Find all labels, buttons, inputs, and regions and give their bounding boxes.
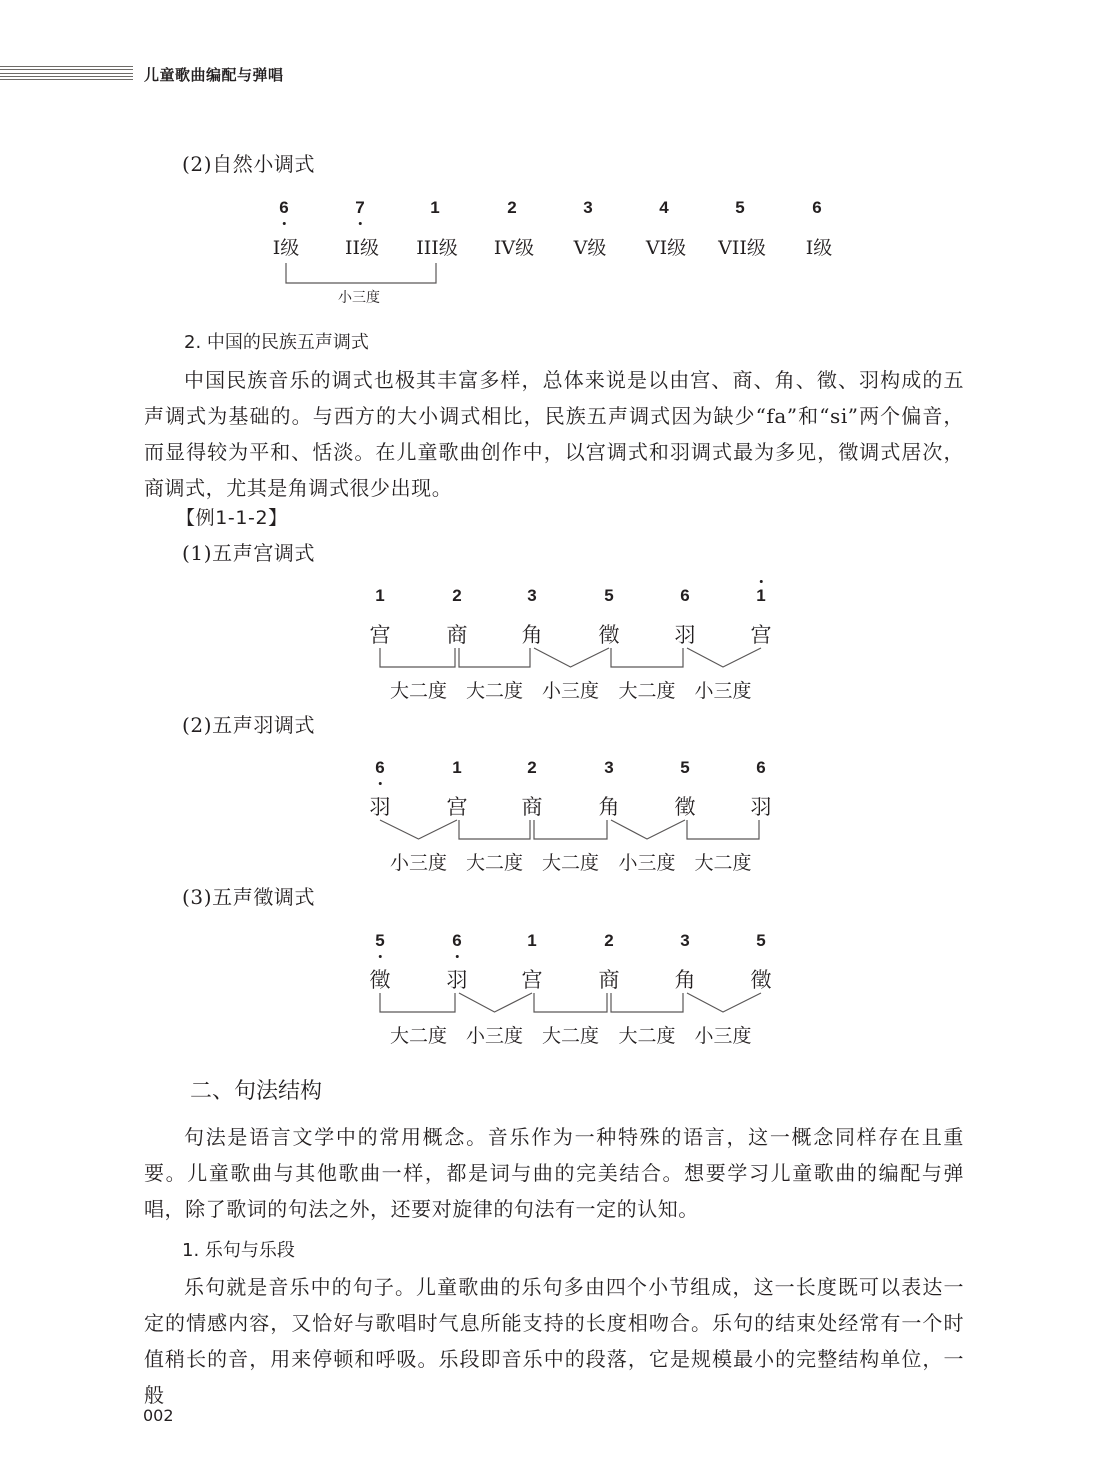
interval-label: 小三度 [694, 1025, 752, 1047]
interval-label: 小三度 [541, 680, 600, 702]
note-digit: 3 [583, 198, 593, 217]
note-digit: 1 [452, 758, 462, 777]
natural-minor-subtitle: (2)自然小调式 [182, 152, 316, 176]
note-digit: 5 [756, 931, 766, 950]
note-digit: 1 [430, 198, 440, 217]
major-second-bracket [611, 993, 683, 1012]
tone-name: 羽 [369, 795, 391, 819]
note-digit: 6 [812, 198, 822, 217]
scale-degree-label: VI级 [645, 237, 687, 259]
major-second-bracket [611, 648, 683, 667]
note-digit: 2 [604, 931, 614, 950]
section-heading-pentatonic: 2. 中国的民族五声调式 [184, 332, 369, 353]
phrase-paragraph-text: 乐句就是音乐中的句子。儿童歌曲的乐句多由四个小节组成，这一长度既可以表达一定的情感内容，又恰好与歌唱时气息所能支持的长度相吻合。乐句的结束处经常有一个时值稍长的音，用来停顿和呼吸。乐段即音乐中的段落，它是规模最小的完整结构单位，一般 [144, 1275, 964, 1407]
running-header-title: 儿童歌曲编配与弹唱 [144, 66, 284, 84]
tone-name: 商 [446, 623, 468, 647]
tone-name: 角 [521, 623, 543, 647]
interval-label: 大二度 [541, 1025, 600, 1047]
note-digit: 2 [527, 758, 537, 777]
note-digit: 5 [375, 931, 385, 950]
minor-third-vee [687, 648, 761, 667]
scale-degree-label: II级 [344, 237, 380, 259]
interval-label: 大二度 [694, 852, 752, 874]
minor-third-vee [459, 993, 532, 1012]
syntax-paragraph [144, 1119, 964, 1227]
example-label: 【例1-1-2】 [176, 507, 288, 529]
minor-third-vee [611, 820, 685, 839]
interval-label: 大二度 [618, 680, 676, 702]
minor-third-vee [687, 993, 761, 1012]
note-digit: 3 [604, 758, 614, 777]
scale-degree-label: V级 [573, 237, 607, 259]
tone-name: 角 [674, 968, 696, 992]
note-digit: 1 [527, 931, 537, 950]
tone-name: 宫 [369, 623, 391, 647]
note-digit: 2 [452, 586, 462, 605]
interval-label: 小三度 [389, 852, 448, 874]
interval-label: 大二度 [389, 680, 448, 702]
interval-label: 小三度 [694, 680, 752, 702]
syntax-paragraph-text: 句法是语言文学中的常用概念。音乐作为一种特殊的语言，这一概念同样存在且重要。儿童歌曲与其他歌曲一样，都是词与曲的完美结合。想要学习儿童歌曲的编配与弹唱，除了歌词的句法之外，还要对旋律的句法有一定的认知。 [144, 1125, 964, 1221]
tone-name: 宫 [446, 795, 468, 819]
tone-name: 商 [598, 968, 620, 992]
major-second-bracket [380, 648, 455, 667]
interval-label: 大二度 [618, 1025, 676, 1047]
note-digit: 5 [680, 758, 690, 777]
minor-third-vee [380, 820, 457, 839]
note-digit: 6 [756, 758, 766, 777]
note-digit: 2 [507, 198, 517, 217]
minor-third-vee [534, 648, 609, 667]
major-second-bracket [380, 993, 455, 1012]
subsection-heading-phrase: 1. 乐句与乐段 [182, 1240, 295, 1261]
tone-name: 羽 [674, 623, 696, 647]
gong-mode-subtitle: (1)五声宫调式 [182, 541, 316, 565]
pentatonic-paragraph-text: 中国民族音乐的调式也极其丰富多样，总体来说是以由宫、商、角、徵、羽构成的五声调式为基础的。与西方的大小调式相比，民族五声调式因为缺少“fa”和“si”两个偏音，而显得较为平和、恬淡。在儿童歌曲创作中，以宫调式和羽调式最为多见，徵调式居次，商调式，尤其是角调式很少出现。 [144, 368, 964, 500]
major-second-bracket [459, 648, 530, 667]
note-digit: 5 [604, 586, 614, 605]
major-second-bracket [459, 820, 530, 839]
tone-name: 徵 [369, 968, 391, 992]
scale-degree-label: IV级 [493, 237, 535, 259]
scale-degree-label: III级 [416, 237, 458, 259]
note-digit: 5 [735, 198, 745, 217]
interval-label: 大二度 [465, 852, 524, 874]
interval-label: 大二度 [541, 852, 600, 874]
major-second-bracket [534, 820, 607, 839]
note-digit: 6 [680, 586, 690, 605]
tone-name: 宫 [750, 623, 772, 647]
interval-label: 大二度 [389, 1025, 448, 1047]
note-digit: 6 [375, 758, 385, 777]
scale-degree-label: I级 [272, 237, 300, 259]
yu-mode-subtitle: (2)五声羽调式 [182, 713, 316, 737]
tone-name: 商 [521, 795, 543, 819]
tone-name: 徵 [598, 623, 620, 647]
minor-third-bracket [286, 263, 436, 283]
tone-name: 徵 [750, 968, 772, 992]
interval-label: 小三度 [465, 1025, 524, 1047]
note-digit: 1 [375, 586, 385, 605]
note-digit: 6 [279, 198, 289, 217]
interval-label: 大二度 [465, 680, 524, 702]
interval-label: 小三度 [618, 852, 676, 874]
tone-name: 徵 [674, 795, 696, 819]
scale-degree-label: VII级 [718, 237, 766, 259]
note-digit: 1 [756, 586, 766, 605]
zhi-mode-subtitle: (3)五声徵调式 [182, 885, 316, 909]
tone-name: 角 [598, 795, 620, 819]
tone-name: 羽 [446, 968, 468, 992]
scale-degree-label: I级 [805, 237, 833, 259]
note-digit: 7 [355, 198, 365, 217]
note-digit: 3 [680, 931, 690, 950]
note-digit: 4 [659, 198, 669, 217]
page-number: 002 [143, 1406, 174, 1425]
bracket-label: 小三度 [338, 290, 380, 306]
note-digit: 3 [527, 586, 537, 605]
section-heading-syntax: 二、句法结构 [190, 1079, 323, 1104]
major-second-bracket [534, 993, 607, 1012]
tone-name: 宫 [521, 968, 543, 992]
phrase-paragraph [144, 1269, 964, 1413]
note-digit: 6 [452, 931, 462, 950]
tone-name: 羽 [750, 795, 772, 819]
major-second-bracket [687, 820, 759, 839]
